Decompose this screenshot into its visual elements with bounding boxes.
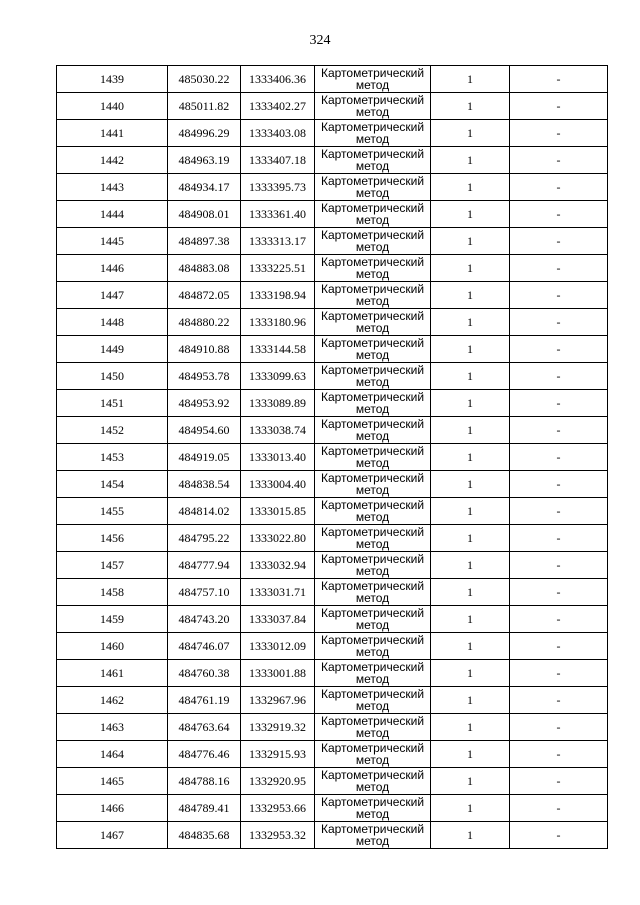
description-cell: - xyxy=(510,363,608,390)
method-cell xyxy=(315,444,431,471)
description-cell: - xyxy=(510,201,608,228)
y-coordinate-cell: 1333038.74 xyxy=(241,417,315,444)
x-coordinate-cell: 484872.05 xyxy=(168,282,241,309)
y-coordinate-cell: 1333406.36 xyxy=(241,66,315,93)
method-cell xyxy=(315,147,431,174)
table-row xyxy=(57,606,608,633)
table-row xyxy=(57,390,608,417)
method-line-2: метод xyxy=(355,537,390,551)
method-line-2: метод xyxy=(355,321,390,335)
method-line-1: Картометрический xyxy=(320,174,425,188)
point-number-cell: 1464 xyxy=(57,741,168,768)
point-number-cell: 1458 xyxy=(57,579,168,606)
method-cell xyxy=(315,174,431,201)
point-number-cell: 1466 xyxy=(57,795,168,822)
table-row xyxy=(57,579,608,606)
y-coordinate-cell: 1333031.71 xyxy=(241,579,315,606)
method-line-2: метод xyxy=(355,375,390,389)
method-line-1: Картометрический xyxy=(320,390,425,404)
accuracy-cell: 1 xyxy=(431,714,510,741)
x-coordinate-cell: 484908.01 xyxy=(168,201,241,228)
method-line-1: Картометрический xyxy=(320,525,425,539)
method-line-1: Картометрический xyxy=(320,363,425,377)
method-line-2: метод xyxy=(355,348,390,362)
accuracy-cell: 1 xyxy=(431,120,510,147)
method-line-2: метод xyxy=(355,402,390,416)
table-row xyxy=(57,255,608,282)
table-row xyxy=(57,822,608,849)
method-line-1: Картометрический xyxy=(320,552,425,566)
y-coordinate-cell: 1333099.63 xyxy=(241,363,315,390)
accuracy-cell: 1 xyxy=(431,228,510,255)
point-number-cell: 1467 xyxy=(57,822,168,849)
method-cell xyxy=(315,552,431,579)
description-cell: - xyxy=(510,336,608,363)
x-coordinate-cell: 484897.38 xyxy=(168,228,241,255)
table-row xyxy=(57,147,608,174)
method-line-1: Картометрический xyxy=(320,471,425,485)
point-number-cell: 1439 xyxy=(57,66,168,93)
method-line-1: Картометрический xyxy=(320,309,425,323)
x-coordinate-cell: 484996.29 xyxy=(168,120,241,147)
method-cell xyxy=(315,93,431,120)
description-cell: - xyxy=(510,579,608,606)
x-coordinate-cell: 484776.46 xyxy=(168,741,241,768)
method-line-1: Картометрический xyxy=(320,417,425,431)
point-number-cell: 1455 xyxy=(57,498,168,525)
accuracy-cell: 1 xyxy=(431,633,510,660)
method-line-1: Картометрический xyxy=(320,201,425,215)
y-coordinate-cell: 1333395.73 xyxy=(241,174,315,201)
x-coordinate-cell: 484910.88 xyxy=(168,336,241,363)
y-coordinate-cell: 1332953.66 xyxy=(241,795,315,822)
method-line-2: метод xyxy=(355,780,390,794)
method-line-1: Картометрический xyxy=(320,714,425,728)
y-coordinate-cell: 1332915.93 xyxy=(241,741,315,768)
method-line-1: Картометрический xyxy=(320,282,425,296)
table-row xyxy=(57,66,608,93)
y-coordinate-cell: 1333015.85 xyxy=(241,498,315,525)
table-row xyxy=(57,336,608,363)
accuracy-cell: 1 xyxy=(431,606,510,633)
method-cell xyxy=(315,714,431,741)
method-cell xyxy=(315,336,431,363)
y-coordinate-cell: 1333037.84 xyxy=(241,606,315,633)
method-line-2: метод xyxy=(355,645,390,659)
accuracy-cell: 1 xyxy=(431,687,510,714)
y-coordinate-cell: 1333013.40 xyxy=(241,444,315,471)
table-row xyxy=(57,363,608,390)
y-coordinate-cell: 1333144.58 xyxy=(241,336,315,363)
accuracy-cell: 1 xyxy=(431,309,510,336)
accuracy-cell: 1 xyxy=(431,795,510,822)
method-line-2: метод xyxy=(355,78,390,92)
table-row xyxy=(57,93,608,120)
table-row xyxy=(57,417,608,444)
accuracy-cell: 1 xyxy=(431,444,510,471)
point-number-cell: 1449 xyxy=(57,336,168,363)
method-line-2: метод xyxy=(355,672,390,686)
accuracy-cell: 1 xyxy=(431,822,510,849)
method-cell xyxy=(315,66,431,93)
method-line-1: Картометрический xyxy=(320,120,425,134)
method-line-2: метод xyxy=(355,483,390,497)
method-line-1: Картометрический xyxy=(320,93,425,107)
table-row xyxy=(57,201,608,228)
method-cell xyxy=(315,471,431,498)
method-line-2: метод xyxy=(355,807,390,821)
description-cell: - xyxy=(510,741,608,768)
method-cell xyxy=(315,606,431,633)
point-number-cell: 1460 xyxy=(57,633,168,660)
description-cell: - xyxy=(510,714,608,741)
x-coordinate-cell: 484761.19 xyxy=(168,687,241,714)
x-coordinate-cell: 484953.92 xyxy=(168,390,241,417)
point-number-cell: 1443 xyxy=(57,174,168,201)
x-coordinate-cell: 484763.64 xyxy=(168,714,241,741)
table-row xyxy=(57,282,608,309)
y-coordinate-cell: 1333180.96 xyxy=(241,309,315,336)
accuracy-cell: 1 xyxy=(431,498,510,525)
description-cell: - xyxy=(510,795,608,822)
table-row xyxy=(57,228,608,255)
method-line-1: Картометрический xyxy=(320,633,425,647)
page-number: 324 xyxy=(309,33,331,48)
table-row xyxy=(57,174,608,201)
method-line-1: Картометрический xyxy=(320,768,425,782)
y-coordinate-cell: 1333089.89 xyxy=(241,390,315,417)
accuracy-cell: 1 xyxy=(431,363,510,390)
x-coordinate-cell: 485011.82 xyxy=(168,93,241,120)
y-coordinate-cell: 1332919.32 xyxy=(241,714,315,741)
method-line-1: Картометрический xyxy=(320,822,425,836)
accuracy-cell: 1 xyxy=(431,336,510,363)
point-number-cell: 1462 xyxy=(57,687,168,714)
accuracy-cell: 1 xyxy=(431,282,510,309)
method-line-2: метод xyxy=(355,213,390,227)
method-cell xyxy=(315,687,431,714)
description-cell: - xyxy=(510,93,608,120)
y-coordinate-cell: 1333022.80 xyxy=(241,525,315,552)
point-number-cell: 1451 xyxy=(57,390,168,417)
y-coordinate-cell: 1333225.51 xyxy=(241,255,315,282)
x-coordinate-cell: 484835.68 xyxy=(168,822,241,849)
accuracy-cell: 1 xyxy=(431,417,510,444)
method-line-1: Картометрический xyxy=(320,741,425,755)
x-coordinate-cell: 484777.94 xyxy=(168,552,241,579)
method-line-2: метод xyxy=(355,753,390,767)
method-line-2: метод xyxy=(355,159,390,173)
y-coordinate-cell: 1333001.88 xyxy=(241,660,315,687)
accuracy-cell: 1 xyxy=(431,66,510,93)
accuracy-cell: 1 xyxy=(431,174,510,201)
description-cell: - xyxy=(510,147,608,174)
description-cell: - xyxy=(510,552,608,579)
x-coordinate-cell: 484789.41 xyxy=(168,795,241,822)
description-cell: - xyxy=(510,255,608,282)
table-row xyxy=(57,525,608,552)
accuracy-cell: 1 xyxy=(431,525,510,552)
method-line-2: метод xyxy=(355,726,390,740)
y-coordinate-cell: 1333004.40 xyxy=(241,471,315,498)
y-coordinate-cell: 1333313.17 xyxy=(241,228,315,255)
table-row xyxy=(57,471,608,498)
method-cell xyxy=(315,660,431,687)
point-number-cell: 1450 xyxy=(57,363,168,390)
method-line-1: Картометрический xyxy=(320,66,425,80)
x-coordinate-cell: 484954.60 xyxy=(168,417,241,444)
point-number-cell: 1447 xyxy=(57,282,168,309)
method-line-2: метод xyxy=(355,294,390,308)
accuracy-cell: 1 xyxy=(431,93,510,120)
point-number-cell: 1461 xyxy=(57,660,168,687)
method-line-2: метод xyxy=(355,834,390,848)
coordinates-table-body xyxy=(57,66,608,849)
method-cell xyxy=(315,390,431,417)
x-coordinate-cell: 485030.22 xyxy=(168,66,241,93)
y-coordinate-cell: 1333407.18 xyxy=(241,147,315,174)
x-coordinate-cell: 484746.07 xyxy=(168,633,241,660)
method-line-1: Картометрический xyxy=(320,606,425,620)
description-cell: - xyxy=(510,633,608,660)
y-coordinate-cell: 1333198.94 xyxy=(241,282,315,309)
method-line-2: метод xyxy=(355,564,390,578)
method-line-2: метод xyxy=(355,105,390,119)
method-line-2: метод xyxy=(355,591,390,605)
point-number-cell: 1465 xyxy=(57,768,168,795)
description-cell: - xyxy=(510,417,608,444)
accuracy-cell: 1 xyxy=(431,147,510,174)
point-number-cell: 1442 xyxy=(57,147,168,174)
method-cell xyxy=(315,309,431,336)
y-coordinate-cell: 1333032.94 xyxy=(241,552,315,579)
point-number-cell: 1453 xyxy=(57,444,168,471)
accuracy-cell: 1 xyxy=(431,255,510,282)
table-row xyxy=(57,552,608,579)
y-coordinate-cell: 1332967.96 xyxy=(241,687,315,714)
method-line-1: Картометрический xyxy=(320,336,425,350)
method-cell xyxy=(315,768,431,795)
method-cell xyxy=(315,282,431,309)
y-coordinate-cell: 1332953.32 xyxy=(241,822,315,849)
method-cell xyxy=(315,417,431,444)
description-cell: - xyxy=(510,444,608,471)
description-cell: - xyxy=(510,768,608,795)
table-row xyxy=(57,660,608,687)
table-row xyxy=(57,309,608,336)
point-number-cell: 1459 xyxy=(57,606,168,633)
y-coordinate-cell: 1333402.27 xyxy=(241,93,315,120)
point-number-cell: 1441 xyxy=(57,120,168,147)
accuracy-cell: 1 xyxy=(431,552,510,579)
description-cell: - xyxy=(510,174,608,201)
method-line-1: Картометрический xyxy=(320,228,425,242)
description-cell: - xyxy=(510,525,608,552)
description-cell: - xyxy=(510,498,608,525)
x-coordinate-cell: 484934.17 xyxy=(168,174,241,201)
accuracy-cell: 1 xyxy=(431,201,510,228)
table-row xyxy=(57,633,608,660)
method-line-2: метод xyxy=(355,456,390,470)
method-line-2: метод xyxy=(355,132,390,146)
method-cell xyxy=(315,795,431,822)
method-line-1: Картометрический xyxy=(320,579,425,593)
accuracy-cell: 1 xyxy=(431,741,510,768)
y-coordinate-cell: 1333403.08 xyxy=(241,120,315,147)
x-coordinate-cell: 484743.20 xyxy=(168,606,241,633)
method-line-2: метод xyxy=(355,618,390,632)
x-coordinate-cell: 484883.08 xyxy=(168,255,241,282)
point-number-cell: 1440 xyxy=(57,93,168,120)
method-line-1: Картометрический xyxy=(320,444,425,458)
method-cell xyxy=(315,498,431,525)
point-number-cell: 1448 xyxy=(57,309,168,336)
method-line-1: Картометрический xyxy=(320,498,425,512)
table-row xyxy=(57,444,608,471)
x-coordinate-cell: 484838.54 xyxy=(168,471,241,498)
point-number-cell: 1445 xyxy=(57,228,168,255)
method-cell xyxy=(315,201,431,228)
description-cell: - xyxy=(510,822,608,849)
point-number-cell: 1463 xyxy=(57,714,168,741)
accuracy-cell: 1 xyxy=(431,471,510,498)
accuracy-cell: 1 xyxy=(431,660,510,687)
method-cell xyxy=(315,363,431,390)
description-cell: - xyxy=(510,309,608,336)
method-cell xyxy=(315,633,431,660)
method-line-2: метод xyxy=(355,429,390,443)
table-row xyxy=(57,768,608,795)
method-line-2: метод xyxy=(355,186,390,200)
x-coordinate-cell: 484788.16 xyxy=(168,768,241,795)
table-row xyxy=(57,714,608,741)
table-row xyxy=(57,498,608,525)
method-cell xyxy=(315,228,431,255)
method-line-1: Картометрический xyxy=(320,687,425,701)
accuracy-cell: 1 xyxy=(431,579,510,606)
y-coordinate-cell: 1333012.09 xyxy=(241,633,315,660)
x-coordinate-cell: 484795.22 xyxy=(168,525,241,552)
method-line-2: метод xyxy=(355,510,390,524)
method-cell xyxy=(315,120,431,147)
method-cell xyxy=(315,822,431,849)
y-coordinate-cell: 1333361.40 xyxy=(241,201,315,228)
description-cell: - xyxy=(510,687,608,714)
method-cell xyxy=(315,255,431,282)
point-number-cell: 1444 xyxy=(57,201,168,228)
description-cell: - xyxy=(510,606,608,633)
description-cell: - xyxy=(510,282,608,309)
method-line-1: Картометрический xyxy=(320,795,425,809)
table-row xyxy=(57,687,608,714)
accuracy-cell: 1 xyxy=(431,768,510,795)
description-cell: - xyxy=(510,66,608,93)
coordinates-table xyxy=(56,65,608,849)
method-line-1: Картометрический xyxy=(320,255,425,269)
y-coordinate-cell: 1332920.95 xyxy=(241,768,315,795)
point-number-cell: 1457 xyxy=(57,552,168,579)
x-coordinate-cell: 484919.05 xyxy=(168,444,241,471)
description-cell: - xyxy=(510,228,608,255)
table-row xyxy=(57,741,608,768)
method-cell xyxy=(315,579,431,606)
description-cell: - xyxy=(510,471,608,498)
x-coordinate-cell: 484963.19 xyxy=(168,147,241,174)
x-coordinate-cell: 484953.78 xyxy=(168,363,241,390)
point-number-cell: 1454 xyxy=(57,471,168,498)
method-line-1: Картометрический xyxy=(320,660,425,674)
accuracy-cell: 1 xyxy=(431,390,510,417)
point-number-cell: 1446 xyxy=(57,255,168,282)
point-number-cell: 1452 xyxy=(57,417,168,444)
x-coordinate-cell: 484880.22 xyxy=(168,309,241,336)
method-line-1: Картометрический xyxy=(320,147,425,161)
table-row xyxy=(57,120,608,147)
point-number-cell: 1456 xyxy=(57,525,168,552)
description-cell: - xyxy=(510,120,608,147)
description-cell: - xyxy=(510,390,608,417)
method-line-2: метод xyxy=(355,240,390,254)
x-coordinate-cell: 484760.38 xyxy=(168,660,241,687)
x-coordinate-cell: 484814.02 xyxy=(168,498,241,525)
x-coordinate-cell: 484757.10 xyxy=(168,579,241,606)
method-line-2: метод xyxy=(355,267,390,281)
description-cell: - xyxy=(510,660,608,687)
method-cell xyxy=(315,741,431,768)
method-line-2: метод xyxy=(355,699,390,713)
method-cell xyxy=(315,525,431,552)
table-row xyxy=(57,795,608,822)
